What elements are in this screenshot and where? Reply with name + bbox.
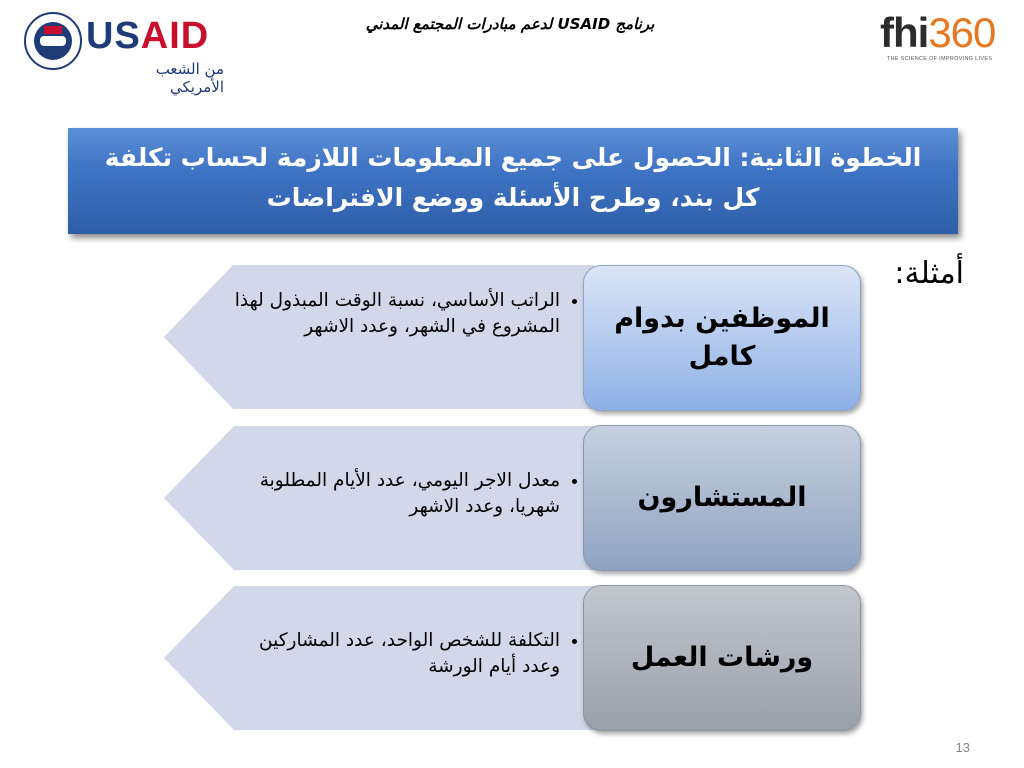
row-detail-2 — [220, 468, 580, 520]
category-box-1: الموظفين بدوام كامل — [583, 265, 861, 411]
usaid-seal-icon — [24, 12, 82, 70]
fhi360-wordmark: fhi360 — [880, 9, 996, 56]
usaid-logo — [24, 12, 224, 96]
banner-line-2: كل بند، وطرح الأسئلة ووضع الافتراضات — [266, 183, 760, 212]
examples-label: أمثلة: — [894, 256, 964, 291]
banner-line-1: الخطوة الثانية: الحصول على جميع المعلومات اللازمة لحساب تكلفة — [104, 143, 922, 172]
usaid-wordmark: USAID — [86, 15, 210, 57]
row-detail-1 — [220, 288, 580, 340]
fhi360-logo — [880, 10, 1005, 70]
category-box-3: ورشات العمل — [583, 585, 861, 731]
row-detail-3 — [220, 628, 580, 680]
category-box-2: المستشارون — [583, 425, 861, 571]
usaid-subtitle: من الشعب الأمريكي — [155, 60, 224, 96]
page-number: 13 — [955, 740, 970, 755]
detail-bullet-1: • الراتب الأساسي، نسبة الوقت المبذول لهذا المشروع في الشهر، وعدد الاشهر — [220, 288, 560, 340]
program-title: برنامج USAID لدعم مبادرات المجتمع المدني — [365, 15, 655, 33]
detail-bullet-3: • التكلفة للشخص الواحد، عدد المشاركين وعدد أيام الورشة — [220, 628, 560, 680]
detail-bullet-2: • معدل الاجر اليومي، عدد الأيام المطلوبة شهريا، وعدد الاشهر — [220, 468, 560, 520]
fhi360-tagline: THE SCIENCE OF IMPROVING LIVES — [887, 56, 993, 62]
step-banner — [68, 128, 958, 234]
